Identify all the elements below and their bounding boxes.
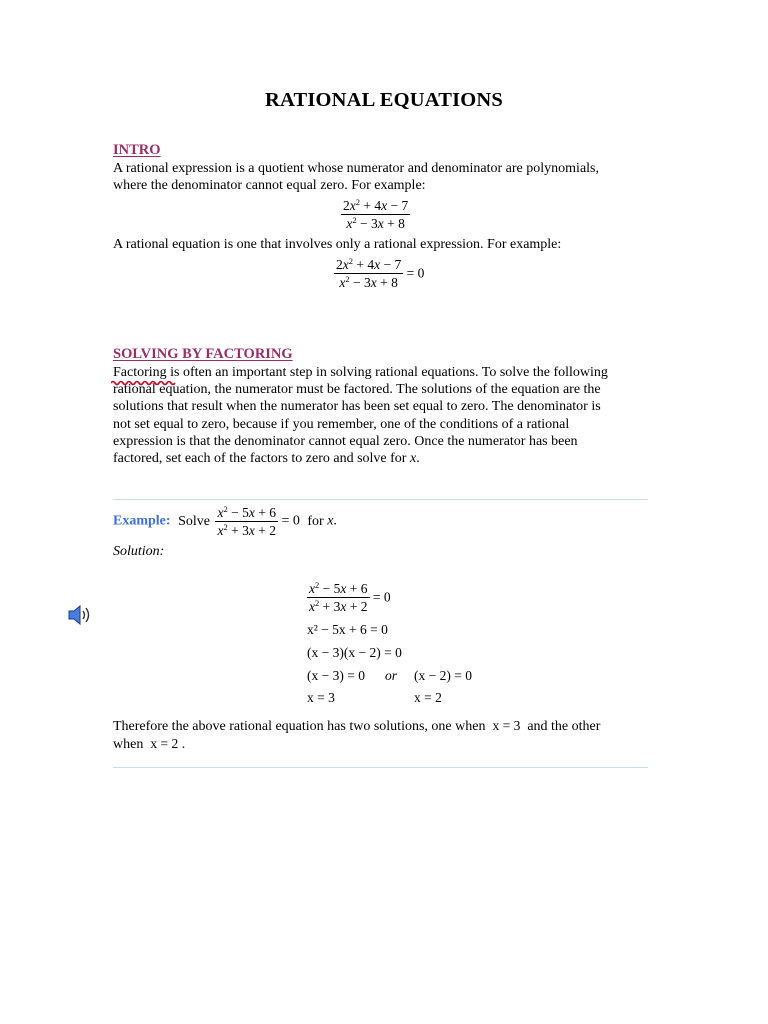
example-label: Example: bbox=[113, 513, 171, 529]
conclusion-line-1: Therefore the above rational equation has two solutions, one when x = 3 and the other bbox=[113, 718, 601, 734]
intro-line-1: A rational expression is a quotient whose numerator and denominator are polynomials, bbox=[113, 161, 599, 176]
factoring-heading: SOLVING BY FACTORING bbox=[113, 346, 293, 362]
solution-one: x = 3 bbox=[492, 718, 521, 733]
or-word: or bbox=[385, 668, 398, 683]
conclusion-paragraph bbox=[113, 717, 658, 753]
factoring-line-5: expression is that the denominator cannot equal zero. Once the numerator has been bbox=[113, 433, 578, 449]
spellcheck-squiggle bbox=[111, 380, 177, 386]
solution-step-1: $\frac{x^2 - 5x + 6}{x^2 + 3x + 2}$ = 0 bbox=[309, 580, 391, 614]
example-line: Example: Solve $\frac{x^2 - 5x + 6}{x^2 + 3x + 2}$ = 0 for x. bbox=[113, 504, 337, 538]
divider bbox=[113, 767, 648, 768]
factoring-paragraph bbox=[113, 364, 658, 467]
for-word: for bbox=[307, 513, 328, 529]
solution-step-5b: x = 2 bbox=[414, 690, 442, 705]
factoring-line-3: solutions that result when the numerator has been set equal to zero. The denominator is bbox=[113, 399, 601, 415]
intro-heading: INTRO bbox=[113, 142, 161, 158]
intro-line-2: where the denominator cannot equal zero. For example: bbox=[113, 178, 426, 194]
solution-label: Solution: bbox=[113, 544, 165, 559]
fraction: $\frac{2x^2 + 4x - 7}{x^2 - 3x + 8}$ bbox=[336, 256, 402, 290]
for-var: x bbox=[327, 513, 334, 529]
fraction: $\frac{x^2 - 5x + 6}{x^2 + 3x + 2}$ bbox=[309, 580, 368, 614]
solution-step-3: (x − 3)(x − 2) = 0 bbox=[307, 645, 402, 660]
rational-expression-example bbox=[341, 197, 410, 232]
factoring-line-1-rest: is often an important step in solving rational equations. To solve the following bbox=[166, 365, 608, 380]
intro-paragraph-2 bbox=[113, 236, 658, 253]
factoring-line-4: not set equal to zero, because if you remember, one of the conditions of a rational bbox=[113, 416, 570, 432]
equals-zero: = 0 bbox=[281, 513, 300, 529]
factoring-line-2: rational equation, the numerator must be factored. The solutions of the equation are the bbox=[113, 382, 601, 398]
factoring-line-1 bbox=[113, 364, 658, 381]
factoring-word: Factoring bbox=[113, 365, 167, 380]
intro-paragraph bbox=[113, 160, 658, 194]
fraction: $\frac{x^2 - 5x + 6}{x^2 + 3x + 2}$ bbox=[217, 504, 276, 538]
intro-line-3: A rational equation is one that involves only a rational expression. For example: bbox=[113, 237, 562, 252]
factoring-line-6: factored, set each of the factors to zero and solve for x. bbox=[113, 451, 420, 467]
page-title: RATIONAL EQUATIONS bbox=[264, 89, 504, 111]
solution-step-4a: (x − 3) = 0 bbox=[307, 668, 365, 683]
conclusion-line-2: when x = 2 . bbox=[113, 736, 186, 753]
fraction: $\frac{2x^2 + 4x - 7}{x^2 - 3x + 8}$ bbox=[343, 197, 409, 231]
rational-equation-example: $\frac{2x^2 + 4x - 7}{x^2 - 3x + 8}$ = 0 bbox=[336, 256, 425, 290]
solution-step-4b: (x − 2) = 0 bbox=[414, 668, 472, 683]
solve-word: Solve bbox=[178, 513, 210, 529]
divider bbox=[113, 499, 648, 500]
solution-step-5a: x = 3 bbox=[307, 690, 335, 705]
solution-step-2: x² − 5x + 6 = 0 bbox=[307, 622, 388, 637]
speaker-icon[interactable] bbox=[67, 603, 95, 627]
solution-two: x = 2 bbox=[150, 736, 179, 752]
